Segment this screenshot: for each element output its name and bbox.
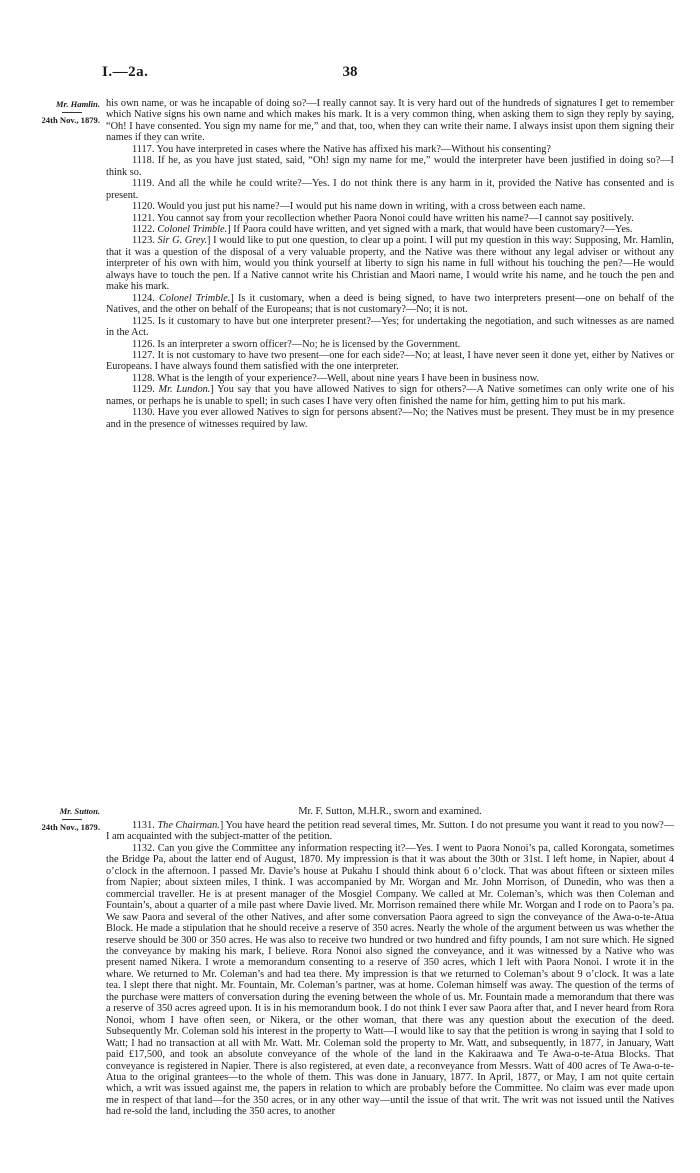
question-number: 1122. — [132, 223, 155, 235]
speaker-name: The Chairman. — [157, 820, 220, 831]
evidence-section-hamlin — [106, 98, 674, 430]
evidence-paragraph — [106, 201, 674, 212]
paper-reference: I.—2a. — [102, 64, 149, 80]
paragraph-text: 1130. Have you ever allowed Natives to sign for persons absent?—No; the Natives must be present. They must be in my presence and in the presence of witnesses required by law. — [106, 407, 674, 430]
evidence-paragraph — [106, 407, 674, 430]
paragraph-text: You say that you have allowed Natives to sign for others?—A Native sometimes can only write one of his names, or perhaps he is unable to spell; in such cases I have very often finished the name for him, getting him to put his mark. — [106, 384, 675, 407]
speaker-name: Colonel Trimble. — [158, 292, 231, 304]
paragraph-text: If Paora could have written, and yet signed with a mark, that would have been customary?—Yes. — [233, 223, 633, 235]
evidence-paragraph — [106, 155, 674, 178]
evidence-paragraph — [106, 373, 674, 384]
paragraph-text: 1118. If he, as you have just stated, said, “Oh! sign my name for me,” would the interpreter have been justified in doing so?—I think so. — [106, 155, 674, 178]
section-heading-sutton: Mr. F. Sutton, M.H.R., sworn and examined. — [298, 806, 482, 817]
evidence-paragraph: 1129. Mr. Lundon.] You say that you have allowed Natives to sign for others?—A Native sometimes can only write one of his names, or perhaps he is unable to spell; in such cases I have very often finished the name for him, getting him to put his mark. — [106, 384, 675, 407]
margin-witness-name: Mr. Sutton. — [59, 806, 100, 816]
paragraph-text: 1127. It is not customary to have two present—one for each side?—No; at least, I have never seen it done yet, either by Natives or Europeans. I have always found them satisfied with the one interpreter. — [106, 349, 674, 373]
paragraph-text: 1121. You cannot say from your recollection whether Paora Nonoi could have written his name?—I cannot say positively. — [132, 212, 634, 224]
paragraph-text: Is it customary, when a deed is being signed, to have two interpreters present—one on behalf of the Natives, and the other on behalf of the Europeans; that is not customary?—No; it is not. — [106, 292, 674, 316]
evidence-paragraph — [106, 213, 674, 224]
evidence-paragraph: 1124. Colonel Trimble.] Is it customary, when a deed is being signed, to have two interpreters present—one on behalf of the Natives, and the other on behalf of the Europeans; that is not customary?—No; it is not. — [106, 292, 674, 316]
question-number: 1124. — [132, 292, 155, 304]
paragraph-text: 1132. Can you give the Committee any information respecting it?—Yes. I went to Paora Nonoi’s pa, called Korongata, sometimes the Bridge Pa, about the latter end of August, 1870. My impression is that it was about the 30th or 31st. I left home, in Napier, about 4 o’clock in the afternoon. I passed Mr. Davie’s house at Pukahu I should think about 6 o’clock. That was about fifteen or sixteen miles from Napier; about sixteen miles, I think. I was accompanied by Mr. Worgan and Mr. John Morrison, of Dunedin, who was then a commercial traveller. He is at present manager of the Mosgiel Company. We called at Mr. Coleman’s, which was then Coleman and Fountain’s, about a quarter of a mile past where Davie lived. Mr. Morrison remained there while Mr. Worgan and I rode on to Paora’s pa. We saw Paora and several of the other Natives, and after some conversation Paora agreed to sign the conveyance of the Awa-o-te-Atua Block. He made a stipulation that he should receive a reserve of 350 acres. Nearly the whole of the argument between us was whether the reserve should be 300 or 350 acres. He was also to receive two hundred or two hundred and fifty pounds, I am not sure which. He signed the conveyance by making his mark, I believe. Rora Nonoi also signed the conveyance, and it was witnessed by a Native who was present named Nikera. I wrote a memorandum consenting to a reserve of 350 acres, which I left with Paora Nonoi. I wrote it in the whare. We returned to Mr. Coleman’s and had tea there. My impression is that we returned to Coleman’s about 9 o’clock. It was a late tea. I slept there that night. Mr. Fountain, Mr. Coleman’s partner, was at home. Coleman himself was away. The question of the terms of the purchase were matters of conversation during the evening between the whole of us. Mr. Fountain made a memorandum that there was a reserve of 350 acres agreed upon. It is in his memorandum book. I do not think I ever saw Paora after that, and I never heard from Rora Nonoi, whom I have often seen, or Nikera, or the other woman, that there was any question about the execution of the deed. Subsequently Mr. Coleman sold his interest in the property to Watt—I would like to say that the petition is wrong in saying that I sold to Watt; I had no transaction at all with Mr. Watt. Mr. Coleman sold the property to Mr. Watt, and subsequently, in 1877, in January, Watt paid £17,500, and took an absolute conveyance of the whole of the land in the Kakiraawa and Te Awa-o-te-Atua Blocks. That conveyance is registered in Napier. There is also registered, at even date, a reconveyance from Messrs. Watt of 400 acres of Te Awa-o-te-Atua to the original grantees—to the whole of them. This was done in January, 1877. In April, 1877, or May, I am not quite certain which, a writ was issued against me, the papers in relation to which are probably before the Committee. No claim was ever made upon me in respect of that land—for the 350 acres, or in any other way—until the issue of that writ. The writ was not issued until the Natives had re-sold the land, including the 350 acres, to another — [106, 842, 674, 1118]
paragraph-text: 1120. Would you just put his name?—I would put his name down in writing, with a cross between each name. — [132, 201, 586, 213]
paragraph-text: 1119. And all the while he could write?—Yes. I do not think there is any harm in it, provided the Native has consented and is present. — [106, 178, 674, 201]
evidence-paragraph — [106, 178, 674, 201]
margin-divider — [62, 112, 82, 113]
question-number: 1129. — [132, 384, 155, 396]
margin-witness-name: Mr. Hamlin. — [55, 99, 100, 109]
paragraph-text: his own name, or was he incapable of doing so?—I really cannot say. It is very hard out of the hundreds of signatures I get to remember which Native signs his own name and which makes his mark. It is a very common thing, when asking them to sign they reply by saying, “Oh! I have consented. You sign my name for me,” and that, too, when they can write their name. I always insist upon them signing their names if they can write. — [106, 98, 674, 144]
evidence-paragraph: 1131. The Chairman.] You have heard the petition read several times, Mr. Sutton. I do not presume you want it read to you now?—I am acquainted with the subject-matter of the petition. — [106, 820, 675, 843]
paragraph-text: 1117. You have interpreted in cases where the Native has affixed his mark?—Without his consenting? — [132, 143, 551, 155]
evidence-paragraph: 1123. Sir G. Grey.] I would like to put one question, to clear up a point. I will put my question in this way: Supposing, Mr. Hamlin, that it was a question of the disposal of a very valuable property, and the Native was there without any legal adviser or without any interpreter of his own with him, would you think yourself at liberty to sign his name in full without his touching the pen?—He would always have to touch the pen. If a Native cannot write his Christian and Maori name, I would write his name, and he touch the pen and make his mark. — [106, 235, 675, 293]
question-number: 1131. — [132, 820, 155, 831]
evidence-paragraph — [106, 843, 674, 1118]
evidence-paragraph — [106, 98, 674, 144]
paragraph-text: 1126. Is an interpreter a sworn officer?—No; he is licensed by the Government. — [132, 338, 461, 350]
margin-date: 24th Nov., 1879. — [41, 822, 100, 833]
paragraph-text: I would like to put one question, to clear up a point. I will put my question in this way: Supposing, Mr. Hamlin, that it was a question of the disposal of a very valuable property, and the Native was there without any legal adviser or without any interpreter of his own with him, would you think yourself at liberty to sign his name in full without his touching the pen?—He would always have to touch the pen. If a Native cannot write his Christian and Maori name, I would write his name, and he touch the pen and make his mark. — [106, 235, 675, 293]
margin-divider — [62, 819, 82, 820]
evidence-paragraph: 1122. Colonel Trimble.] If Paora could have written, and yet signed with a mark, that would have been customary?—Yes. — [132, 223, 633, 235]
speaker-name: Sir G. Grey. — [157, 235, 208, 247]
speaker-name: Colonel Trimble. — [157, 223, 228, 235]
speaker-name: Mr. Lundon. — [158, 384, 211, 396]
paragraph-text: 1125. Is it customary to have but one interpreter present?—Yes; for undertaking the negotiation, and such witnesses as are named in the Act. — [106, 315, 674, 339]
page-number: 38 — [342, 64, 358, 80]
evidence-paragraph — [106, 339, 674, 350]
evidence-paragraph — [106, 144, 674, 155]
margin-note-witness-2 — [28, 806, 100, 833]
question-number: 1123. — [132, 235, 155, 247]
paragraph-text: 1128. What is the length of your experience?—Well, about nine years I have been in business now. — [132, 372, 540, 384]
margin-note-witness-1 — [28, 99, 100, 126]
evidence-paragraph — [106, 350, 674, 373]
evidence-section-sutton — [106, 820, 674, 1118]
evidence-paragraph — [106, 316, 674, 339]
paragraph-text: You have heard the petition read several times, Mr. Sutton. I do not presume you want it read to you now?—I am acquainted with the subject-matter of the petition. — [106, 820, 675, 843]
margin-date: 24th Nov., 1879. — [41, 115, 100, 126]
page-header — [0, 64, 700, 84]
